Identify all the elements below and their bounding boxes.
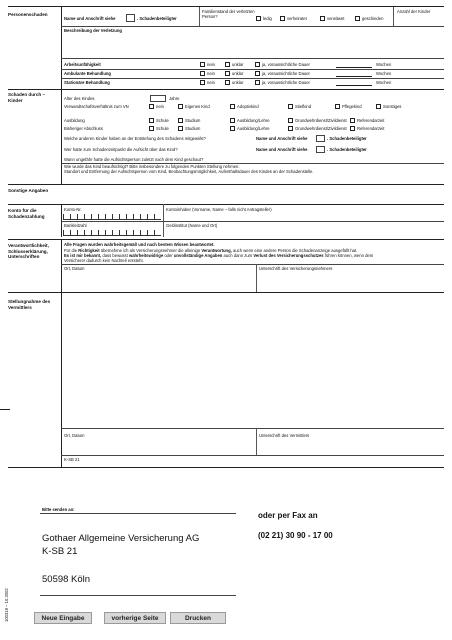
stiefkind-label: Stiefkind	[295, 104, 312, 109]
divider	[61, 58, 444, 59]
abschluss-schule-label: Schule	[156, 126, 169, 131]
arbeitsunfaehigkeit-ja-checkbox[interactable]	[255, 62, 260, 67]
company-city: 50598 Köln	[42, 574, 91, 585]
zuletzt-question: Wann ungefähr hatte die Aufsichtsperson zuletzt nach dem Kind geschaut?	[64, 157, 204, 162]
ledig-checkbox[interactable]	[256, 16, 261, 21]
ausbildung-schule-label: Schule	[156, 118, 169, 123]
section-sonstige: Sonstige Angaben	[8, 188, 49, 193]
ambulant-unklar-label: unklar	[232, 71, 244, 76]
verheiratet-checkbox[interactable]	[280, 16, 285, 21]
abschluss-referendar-label: Referendarzeit	[357, 126, 385, 131]
ambulant-unit: Wochen	[376, 71, 392, 76]
stellungnahme-input[interactable]	[62, 294, 443, 426]
pflegekind-checkbox[interactable]	[335, 104, 340, 109]
vn-ort-datum-label: Ort, Datum	[64, 266, 85, 271]
standort-question: Standort und Entfernung der Aufsichtsperson vom Kind, Beobachtungsmöglichkeit, Aufenthaltsdauer des Kindes an der Schadenstelle.	[64, 169, 314, 174]
familienstand-label: Familienstand der verletzten Person?	[202, 9, 255, 19]
ausbildung-studium-label: Studium	[185, 118, 201, 123]
arbeitsunfaehigkeit-dauer-input[interactable]	[336, 67, 372, 68]
divider	[61, 26, 444, 27]
divider	[8, 292, 444, 293]
neue-eingabe-button[interactable]: Neue Eingabe	[34, 612, 92, 624]
ambulant-nein-label: nein	[207, 71, 215, 76]
ledig-label: ledig	[263, 16, 272, 21]
alter-label: Alter des Kindes	[64, 96, 95, 101]
section-schaden-kinder: Schaden durch – Kinder	[8, 92, 46, 103]
verm-unterschrift-label: Unterschrift des Vermittlers	[259, 433, 310, 438]
abschluss-lehre-label: Ausbildung/Lehre	[237, 126, 270, 131]
anzahl-kinder-label: Anzahl der Kinder	[397, 9, 431, 14]
kinder-divider	[393, 7, 394, 26]
verheiratet-label: verheiratet	[287, 16, 307, 21]
arbeitsunfaehigkeit-unklar-label: unklar	[232, 62, 244, 67]
arbeitsunfaehigkeit-nein-checkbox[interactable]	[200, 62, 205, 67]
vn-ort-datum-input[interactable]	[62, 272, 255, 291]
fax-label: oder per Fax an	[258, 511, 318, 520]
company-name: Gothaer Allgemeine Versicherung AG	[42, 533, 200, 544]
arbeitsunfaehigkeit-ja-label: ja, voraussichtliche Dauer	[262, 62, 310, 67]
beaufsichtigt-input[interactable]	[62, 175, 443, 183]
arbeitsunfaehigkeit-unklar-checkbox[interactable]	[225, 62, 230, 67]
stationaer-dauer-input[interactable]	[336, 85, 372, 86]
adoptivkind-checkbox[interactable]	[230, 104, 235, 109]
divider	[61, 428, 444, 429]
vn-unterschrift-label: Unterschrift des Versicherungsnehmers	[259, 266, 333, 271]
divider	[61, 69, 444, 70]
divider	[61, 264, 444, 265]
pflegekind-label: Pflegekind	[342, 104, 362, 109]
ambulant-ja-checkbox[interactable]	[255, 71, 260, 76]
ambulant-dauer-input[interactable]	[336, 76, 372, 77]
ambulant-ja-label: ja, voraussichtliche Dauer	[262, 71, 310, 76]
bitte-senden-label: Bitte senden an:	[42, 507, 75, 512]
stationaer-unklar-checkbox[interactable]	[225, 80, 230, 85]
ausbildung-lehre-checkbox[interactable]	[230, 118, 235, 123]
stationaer-ja-checkbox[interactable]	[255, 80, 260, 85]
divider	[61, 221, 444, 222]
arbeitsunfaehigkeit-nein-label: nein	[207, 62, 215, 67]
sonstiges-label: Sonstiges	[383, 104, 402, 109]
fax-number: (02 21) 30 90 - 17 00	[258, 531, 333, 540]
jahre-label: Jahre	[169, 96, 180, 101]
aufsicht-beteiligter-field[interactable]	[316, 146, 325, 153]
erklaerung-line2-e: unvollständige Angaben	[173, 253, 223, 258]
abschluss-grundwehr-checkbox[interactable]	[288, 126, 293, 131]
section-konto: Konto für die Schadenzahlung	[8, 208, 45, 219]
entstehung-question: Welche anderen Kinder haben an der Entstehung des Schadens mitgewirkt?	[64, 136, 206, 141]
stationaer-nein-checkbox[interactable]	[200, 80, 205, 85]
erklaerung-line2-f: auch dann zum	[222, 253, 254, 258]
beteiligter-number-field[interactable]	[126, 14, 135, 22]
erklaerung-line1-a: Für die	[64, 248, 79, 253]
erklaerung-line1-d: Verantwortung,	[201, 248, 232, 253]
verwandt-nein-checkbox[interactable]	[149, 104, 154, 109]
erklaerung-line2-g: Verlust des Versicherungsschutzes	[253, 253, 324, 258]
verwandt-nein-label: nein	[156, 104, 164, 109]
geldinstitut-label: Geldinstitut (Name und Ort)	[166, 223, 218, 228]
aufsicht-beteiligter-label: . Schadenbeteiligter	[327, 147, 367, 152]
section-personenschaden: Personenschaden	[8, 12, 48, 17]
vn-unterschrift-input[interactable]	[258, 272, 443, 291]
stationaer-ja-label: ja, voraussichtliche Dauer	[262, 80, 310, 85]
entstehung-name-label: Name und Anschrift siehe	[256, 136, 308, 141]
divider	[256, 264, 257, 292]
abschluss-grundwehr-label: Grundwehrdienst/Zivildienst	[295, 126, 347, 131]
verm-ort-datum-label: Ort, Datum	[64, 433, 85, 438]
stationaer-nein-label: nein	[207, 80, 215, 85]
ausbildung-studium-checkbox[interactable]	[178, 118, 183, 123]
abschluss-lehre-checkbox[interactable]	[230, 126, 235, 131]
sonstige-input[interactable]	[62, 186, 443, 201]
stationaer-unit: Wochen	[376, 80, 392, 85]
blz-input[interactable]	[63, 230, 161, 236]
ausbildung-schule-checkbox[interactable]	[149, 118, 154, 123]
divider	[8, 239, 444, 240]
ausbildung-label: Ausbildung	[64, 118, 85, 123]
eigenes-kind-checkbox[interactable]	[178, 104, 183, 109]
ausbildung-referendar-label: Referendarzeit	[357, 118, 385, 123]
row-arbeitsunfaehigkeit-label: Arbeitsunfähigkeit	[64, 62, 101, 67]
arbeitsunfaehigkeit-unit: Wochen	[376, 62, 392, 67]
familienstand-divider	[199, 7, 200, 26]
divider	[256, 428, 257, 455]
verwitwet-label: verwitwet	[327, 16, 345, 21]
erklaerung-line3: Versicherer dadurch kein Nachteil entsteht.	[64, 258, 144, 263]
name-label: Name und Anschrift siehe	[64, 16, 116, 21]
abschluss-schule-checkbox[interactable]	[149, 126, 154, 131]
blz-label: Bankleitzahl	[64, 223, 87, 228]
section-stellungnahme: Stellungnahme des Vermittlers	[8, 299, 51, 310]
adoptivkind-label: Adoptivkind	[237, 104, 259, 109]
abschluss-studium-label: Studium	[185, 126, 201, 131]
eigenes-kind-label: Eigenes Kind	[185, 104, 210, 109]
entstehung-beteiligter-label: . Schadenbeteiligter	[327, 136, 367, 141]
verm-unterschrift-input[interactable]	[258, 439, 443, 454]
divider	[61, 455, 444, 456]
row-stationaer-label: Stationäre Behandlung	[64, 80, 110, 85]
divider	[8, 467, 444, 468]
beaufsichtigt-question: Wie wurde das Kind beaufsichtigt? Bitte insbesondere zu folgenden Punkten Stellung nehmen:	[64, 164, 240, 169]
erklaerung-line2-a: Es ist mir bekannt,	[64, 253, 102, 258]
geschieden-checkbox[interactable]	[355, 16, 360, 21]
divider	[8, 204, 444, 205]
sonstiges-checkbox[interactable]	[376, 104, 381, 109]
verwandt-label: Verwandtschaftsverhältnis zum VN	[64, 104, 129, 109]
geschieden-label: geschieden	[362, 16, 384, 21]
ausbildung-grundwehr-label: Grundwehrdienst/Zivildienst	[295, 118, 347, 123]
drucken-button[interactable]: Drucken	[170, 612, 226, 624]
beteiligter-label: . Schadenbeteiligter	[137, 16, 177, 21]
row-ambulant-label: Ambulante Behandlung	[64, 71, 111, 76]
ambulant-unklar-checkbox[interactable]	[225, 71, 230, 76]
top-rule	[8, 6, 444, 7]
abschluss-referendar-checkbox[interactable]	[350, 126, 355, 131]
aufsicht-name-label: Name und Anschrift siehe	[256, 147, 308, 152]
divider	[40, 513, 236, 514]
ausbildung-referendar-checkbox[interactable]	[350, 118, 355, 123]
divider	[8, 89, 444, 90]
divider	[8, 184, 444, 185]
erklaerung-line2-c: wahrheitswidrige	[128, 253, 164, 258]
erklaerung-line2-b: dass bewusst	[101, 253, 129, 258]
kontonr-label: Konto-Nr.	[64, 207, 82, 212]
section-verantwortlich: Verantwortlichkeit, Schlusserklärung, Unterschriften	[8, 243, 49, 259]
company-dept: K-SB 21	[42, 546, 78, 557]
stiefkind-checkbox[interactable]	[288, 104, 293, 109]
verwitwet-checkbox[interactable]	[320, 16, 325, 21]
fold-mark	[0, 409, 10, 410]
aufsicht-question: Wer hatte zum Schadenzeitpunkt die Aufsicht über das Kind?	[64, 147, 178, 152]
stationaer-unklar-label: unklar	[232, 80, 244, 85]
erklaerung-line2-d: oder	[163, 253, 174, 258]
erklaerung-line2-h: führen können, wenn dem	[323, 253, 374, 258]
beschreibung-input[interactable]	[62, 34, 443, 56]
erklaerung-line1-e: auch wenn eine andere Person die Schadenanzeige ausgefüllt hat.	[231, 248, 358, 253]
divider	[61, 78, 444, 79]
erklaerung-heading: Alle Fragen wurden wahrheitsgemäß und nach bestem Wissen beantwortet.	[64, 242, 215, 247]
kontoinhaber-label: Kontoinhaber (Vorname, Name – falls nicht Antragsteller)	[166, 207, 272, 212]
divider	[61, 89, 62, 184]
erklaerung-line1-c: übernehme ich als Versicherungsnehmer die alleinige	[99, 248, 202, 253]
verm-ort-datum-input[interactable]	[62, 439, 255, 454]
kontonr-input[interactable]	[63, 214, 161, 220]
divider	[40, 595, 236, 596]
abschluss-studium-checkbox[interactable]	[178, 126, 183, 131]
ambulant-nein-checkbox[interactable]	[200, 71, 205, 76]
alter-input[interactable]	[150, 95, 166, 102]
vorherige-seite-button[interactable]: vorherige Seite	[104, 612, 166, 624]
beschreibung-label: Beschreibung der Verletzung	[64, 28, 122, 33]
abschluss-label: Bisheriger Abschluss	[64, 126, 103, 131]
erklaerung-line1-b: Richtigkeit	[78, 248, 100, 253]
ausbildung-lehre-label: Ausbildung/Lehre	[237, 118, 270, 123]
entstehung-beteiligter-field[interactable]	[316, 135, 325, 142]
form-code: 100319 – 10.2002	[4, 588, 9, 622]
verm-ksb-label: K-SB 21	[64, 457, 80, 462]
ausbildung-grundwehr-checkbox[interactable]	[288, 118, 293, 123]
